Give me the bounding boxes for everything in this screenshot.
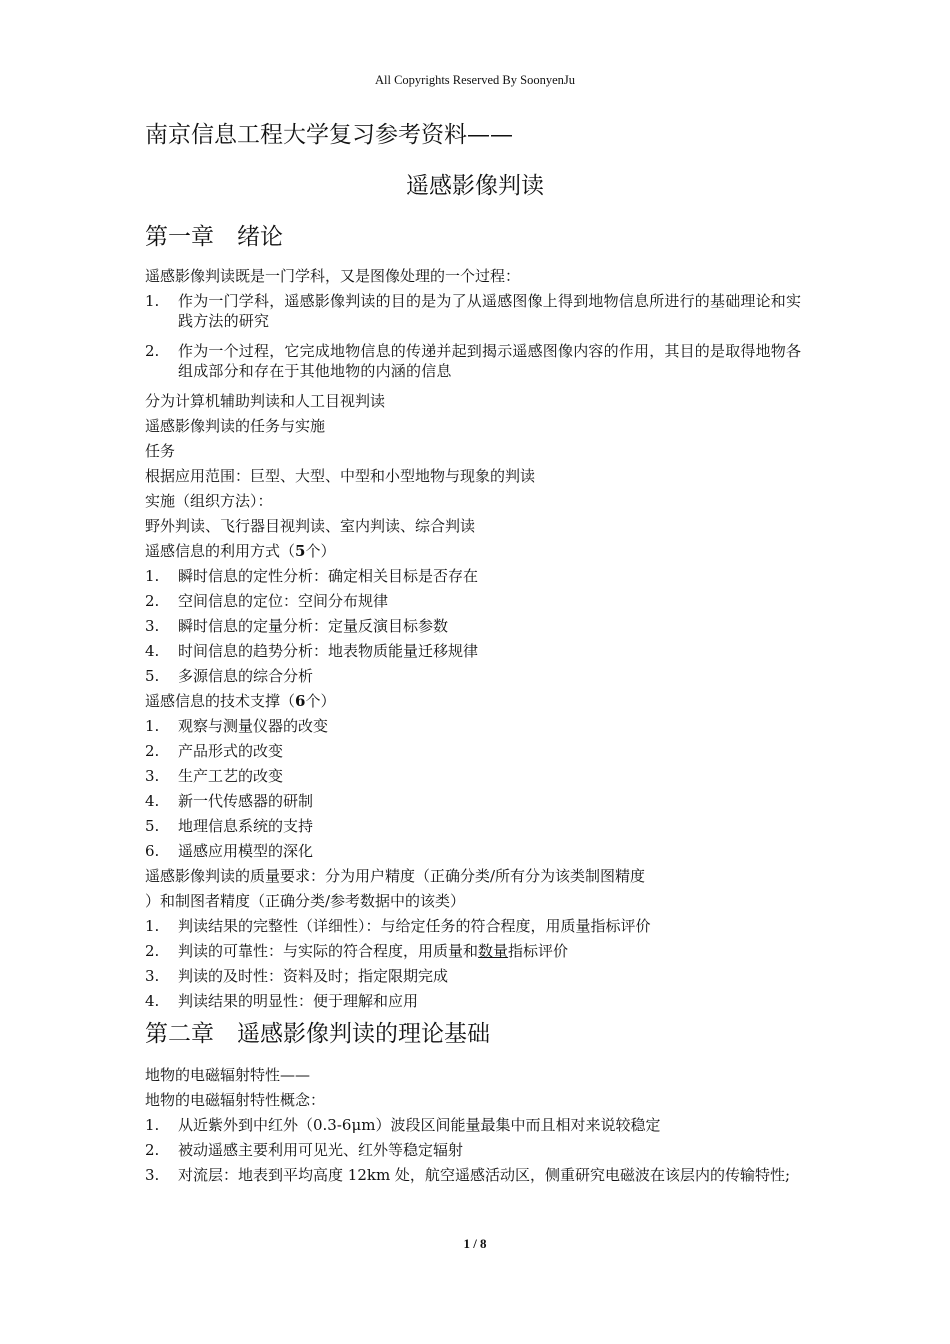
list-text: 判读的及时性：资料及时；指定限期完成 [178, 967, 449, 985]
title-text: 遥感信息的利用方式（ [145, 542, 296, 560]
title-text: 遥感信息的技术支撑（ [145, 692, 296, 710]
list-text: 观察与测量仪器的改变 [178, 717, 329, 735]
list-item [145, 566, 815, 586]
list-text: 作为一个过程，它完成地物信息的传递并起到揭示遥感图像内容的作用，其目的是取得地物各组成部分和存在于其他地物的内涵的信息 [178, 342, 802, 380]
text-segment: 判读的可靠性：与实际的符合程度，用质量和 [178, 942, 479, 960]
list-item [145, 591, 815, 611]
list-number: 2. [145, 342, 160, 360]
list-item [145, 791, 815, 811]
list-item [145, 1140, 815, 1160]
title-count: 6 [295, 692, 306, 710]
page-number: 1 / 8 [463, 1236, 487, 1251]
paragraph: 地物的电磁辐射特性—— [145, 1066, 311, 1084]
list-number: 2. [145, 1141, 160, 1159]
list-item [145, 991, 815, 1011]
list-number: 4. [145, 792, 160, 810]
list-text: 空间信息的定位：空间分布规律 [178, 592, 389, 610]
list-item [145, 1165, 815, 1185]
list-number: 5. [145, 817, 160, 835]
list-item [145, 841, 815, 861]
section-title-support [145, 691, 335, 711]
quality-paragraph-line1: 遥感影像判读的质量要求：分为用户精度（正确分类/所有分为该类制图精度 [145, 867, 646, 885]
paragraph: 任务 [145, 442, 176, 460]
list-number: 1. [145, 292, 160, 310]
list-text: 生产工艺的改变 [178, 767, 284, 785]
paragraph: 实施（组织方法）： [145, 492, 273, 510]
list-text: 对流层：地表到平均高度 12km 处，航空遥感活动区，侧重研究电磁波在该层内的传输特性; [178, 1166, 790, 1184]
list-number: 6. [145, 842, 160, 860]
list-text: 被动遥感主要利用可见光、红外等稳定辐射 [178, 1141, 464, 1159]
list-number: 2. [145, 742, 160, 760]
list-item [145, 341, 815, 381]
page-header: All Copyrights Reserved By SoonyenJu [375, 73, 575, 87]
list-text: 多源信息的综合分析 [178, 667, 314, 685]
list-item [145, 641, 815, 661]
list-item [145, 291, 815, 331]
list-item [145, 666, 815, 686]
doc-title-line2: 遥感影像判读 [406, 173, 544, 199]
list-number: 3. [145, 767, 160, 785]
list-text: 判读结果的完整性（详细性）：与给定任务的符合程度，用质量指标评价 [178, 917, 651, 935]
list-text: 遥感应用模型的深化 [178, 842, 314, 860]
list-number: 1. [145, 1116, 160, 1134]
list-item [145, 741, 815, 761]
list-text: 产品形式的改变 [178, 742, 284, 760]
list-item [145, 766, 815, 786]
list-number: 3. [145, 617, 160, 635]
list-item [145, 716, 815, 736]
list-text: 判读结果的明显性：便于理解和应用 [178, 992, 419, 1010]
list-text: 新一代传感器的研制 [178, 792, 314, 810]
underlined-term: 数量 [478, 942, 509, 960]
text-segment: 指标评价 [508, 942, 569, 960]
list-text: 瞬时信息的定性分析：确定相关目标是否存在 [178, 567, 479, 585]
section-title-usage [145, 541, 335, 561]
list-text: 地理信息系统的支持 [178, 817, 314, 835]
title-text: 个） [305, 542, 336, 560]
list-text: 瞬时信息的定量分析：定量反演目标参数 [178, 617, 449, 635]
list-number: 5. [145, 667, 160, 685]
list-number: 1. [145, 717, 160, 735]
paragraph: 分为计算机辅助判读和人工目视判读 [145, 392, 386, 410]
list-text: 从近紫外到中红外（0.3-6μm）波段区间能量最集中而且相对来说较稳定 [178, 1116, 661, 1134]
intro-paragraph: 遥感影像判读既是一门学科，又是图像处理的一个过程： [145, 267, 521, 285]
paragraph: 地物的电磁辐射特性概念： [145, 1091, 326, 1109]
list-text: 作为一门学科，遥感影像判读的目的是为了从遥感图像上得到地物信息所进行的基础理论和实践方法的研究 [178, 292, 802, 330]
chapter2-heading: 第二章 遥感影像判读的理论基础 [145, 1021, 490, 1047]
list-number: 3. [145, 1166, 160, 1184]
list-number: 2. [145, 942, 160, 960]
paragraph: 遥感影像判读的任务与实施 [145, 417, 326, 435]
list-text: 时间信息的趋势分析：地表物质能量迁移规律 [178, 642, 479, 660]
list-item [145, 966, 815, 986]
paragraph: 根据应用范围：巨型、大型、中型和小型地物与现象的判读 [145, 467, 536, 485]
list-item [145, 916, 815, 936]
list-text [178, 941, 815, 961]
list-number: 4. [145, 642, 160, 660]
chapter1-heading: 第一章 绪论 [145, 224, 283, 250]
quality-paragraph-line2: ）和制图者精度（正确分类/参考数据中的该类） [145, 892, 466, 910]
list-item [145, 941, 815, 961]
list-item [145, 1115, 815, 1135]
list-number: 1. [145, 917, 160, 935]
list-number: 4. [145, 992, 160, 1010]
paragraph: 野外判读、飞行器目视判读、室内判读、综合判读 [145, 517, 476, 535]
doc-title-line1: 南京信息工程大学复习参考资料—— [145, 122, 513, 148]
title-text: 个） [305, 692, 336, 710]
list-item [145, 616, 815, 636]
list-item [145, 816, 815, 836]
list-number: 1. [145, 567, 160, 585]
list-number: 3. [145, 967, 160, 985]
title-count: 5 [295, 542, 306, 560]
list-number: 2. [145, 592, 160, 610]
